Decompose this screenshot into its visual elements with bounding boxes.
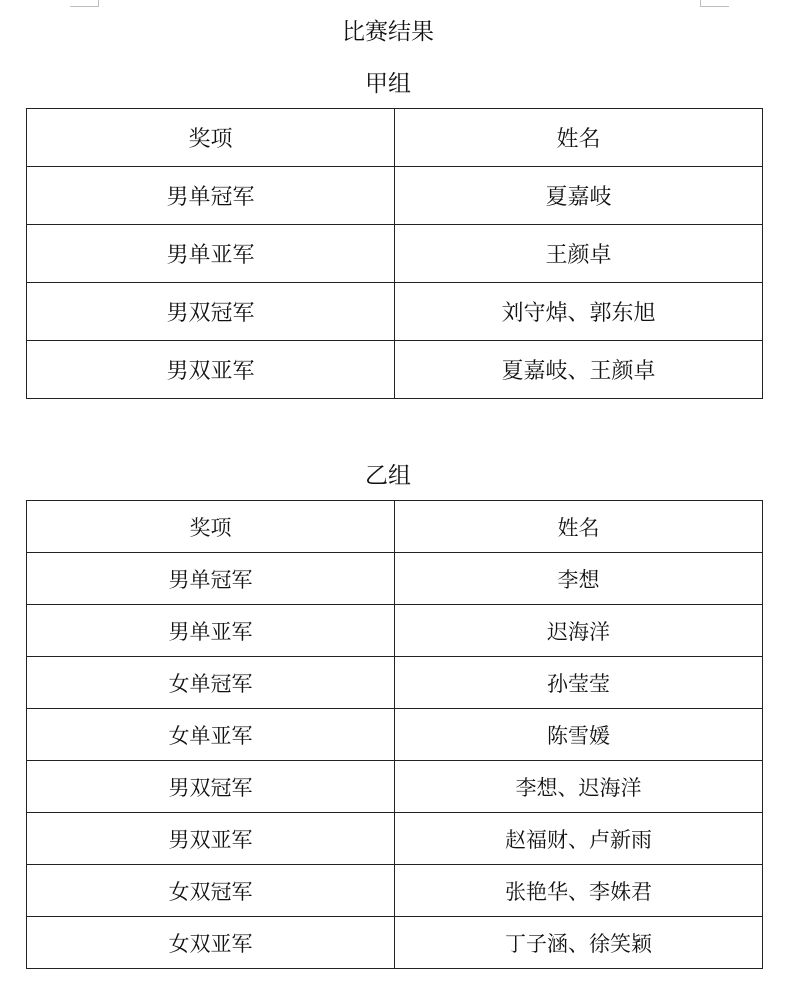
name-cell: 夏嘉岐 [395, 167, 763, 225]
table-row [27, 605, 763, 657]
table-row [27, 167, 763, 225]
table-header-row [27, 109, 763, 167]
table-row [27, 761, 763, 813]
award-cell: 男双冠军 [27, 283, 395, 341]
table-row [27, 553, 763, 605]
name-cell: 李想、迟海洋 [395, 761, 763, 813]
table-row [27, 813, 763, 865]
name-cell: 夏嘉岐、王颜卓 [395, 341, 763, 399]
group-b-title: 乙组 [365, 463, 411, 489]
name-cell: 陈雪媛 [395, 709, 763, 761]
award-cell: 女双亚军 [27, 917, 395, 969]
name-cell: 丁子涵、徐笑颖 [395, 917, 763, 969]
table-row [27, 917, 763, 969]
group-b-results-table [26, 500, 763, 969]
column-header-award: 奖项 [27, 109, 395, 167]
table-row [27, 709, 763, 761]
column-header-name: 姓名 [395, 109, 763, 167]
award-cell: 女单冠军 [27, 657, 395, 709]
name-cell: 王颜卓 [395, 225, 763, 283]
award-cell: 男单亚军 [27, 225, 395, 283]
table-row [27, 283, 763, 341]
table-row [27, 657, 763, 709]
name-cell: 迟海洋 [395, 605, 763, 657]
document-title: 比赛结果 [342, 19, 434, 45]
name-cell: 孙莹莹 [395, 657, 763, 709]
page-corner-mark-right [700, 0, 729, 7]
name-cell: 赵福财、卢新雨 [395, 813, 763, 865]
award-cell: 男双亚军 [27, 813, 395, 865]
table-row [27, 341, 763, 399]
award-cell: 男单冠军 [27, 167, 395, 225]
award-cell: 男双亚军 [27, 341, 395, 399]
name-cell: 刘守焯、郭东旭 [395, 283, 763, 341]
award-cell: 男双冠军 [27, 761, 395, 813]
award-cell: 女单亚军 [27, 709, 395, 761]
group-a-title: 甲组 [365, 71, 411, 97]
name-cell: 李想 [395, 553, 763, 605]
award-cell: 女双冠军 [27, 865, 395, 917]
table-row [27, 225, 763, 283]
award-cell: 男单亚军 [27, 605, 395, 657]
award-cell: 男单冠军 [27, 553, 395, 605]
table-header-row [27, 501, 763, 553]
table-row [27, 865, 763, 917]
name-cell: 张艳华、李姝君 [395, 865, 763, 917]
column-header-award: 奖项 [27, 501, 395, 553]
column-header-name: 姓名 [395, 501, 763, 553]
page-corner-mark-left [70, 0, 99, 7]
group-a-results-table [26, 108, 763, 399]
